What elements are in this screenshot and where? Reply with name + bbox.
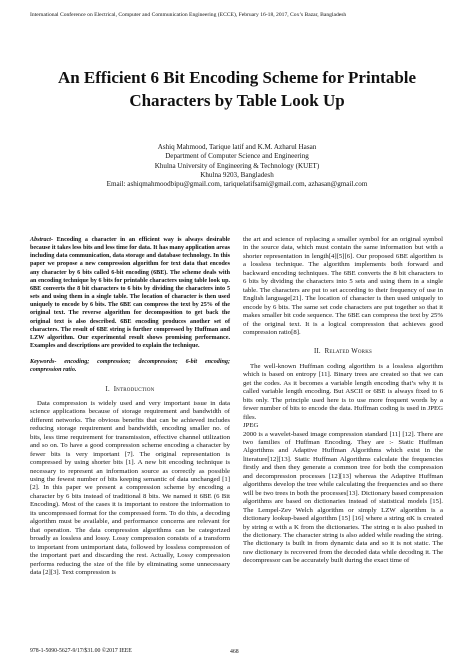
introduction-continued-paragraph: the art and science of replacing a smaller symbol for an original symbol in the source data, which must contain the same information but with a shorter representation in length[4][5][6]. Our proposed 6BE algorithm is a lossless technique. The algorithm implements both forward and backward encoding techniques. The 6BE converts the 8 bit characters to 6 bits by dividing the characters into 5 sets and using them in a single table. The characters are put to set according to their frequency of use in English language[21]. The location of character is then used uniquely to encode by 6 bits. The same set code characters are put together so that it makes smaller bit code sequence. The 6BE can compress the text by 25% of the original text. It is a logical compression that achieves good compression ratio[8].	[243, 236, 443, 336]
title-line-1: An Efficient 6 Bit Encoding Scheme for Printable	[57, 68, 417, 87]
title-line-2: Characters by Table Look Up	[129, 91, 345, 110]
section-title: Related Works	[324, 348, 372, 356]
abstract	[30, 236, 230, 350]
keywords: Keywords- encoding; compression; decompression; 6-bit encoding; compression ratio.	[30, 359, 230, 374]
introduction-paragraph: Data compression is widely used and very important issue in data science applications because of storage requirement and bandwidth of different networks. The obvious benefits that can be achieved includes reducing storage requirement and bandwidth, encoding smaller no. of bits, less time requirement for transmission, effective channel utilization and so on. To have a good compression scheme encoding a character by fewer bits is very important [7]. The original representation is compressed by using shorter bits [1]. A new bit encoding technique is necessary to represent an information source as correctly as possible using the fewest number of bits keeping semantic of data unchanged [1][2]. In this paper we present a compression scheme by encoding a character by 6 bits instead of traditional 8 bits. We named it 6BE (6 Bit Encoding). Most of the cases it is important to restore the information to its uncompressed format for the compressed form. To do this, a decoding algorithm must be available, and performance concerns are relevant for that operation. The data compression algorithms can be categorized broadly as lossless and lossy. Lossy compression consists of a transform to important from unimportant data, followed by lossless compression of the important part and discarding the rest. Actually, Lossy compression performs reducing the size of the file by eliminating some unnecessary data [2][3]. Text compression is	[30, 399, 230, 577]
section-heading-introduction	[30, 386, 230, 394]
paper-title	[30, 66, 444, 112]
affiliation-address: Khulna 9203, Bangladesh	[200, 170, 274, 179]
conference-header: International Conference on Electrical, Computer and Communication Engineering (ECCE), February 16-18, 2017, Cox’s Bazar, Bangladesh	[30, 12, 347, 18]
section-title: Introduction	[113, 385, 155, 393]
author-block	[30, 143, 444, 189]
section-numeral: I.	[105, 385, 110, 393]
related-works-paragraph: The well-known Huffman coding algorithm is a lossless algorithm which is based on entropy [11]. Binary trees are created so that we can get the codes. As it becomes a variable length encoding that’s why it is called variable length encoding. But ASCII or 6BE is always fixed to 6 bits only. The principle used here is to use more frequent words by a fewer number of bits to encode the data. Huffman coding is used in JPEG files.	[243, 362, 443, 421]
abstract-label: Abstract-	[30, 237, 54, 243]
section-heading-related-works	[243, 348, 443, 356]
author-names: Ashiq Mahmood, Tarique latif and K.M. Azharul Hasan	[157, 143, 317, 151]
affiliation-university: Khulna University of Engineering & Technology (KUET)	[154, 161, 320, 170]
footer-isbn: 978-1-5090-5627-9/17/$31.00 ©2017 IEEE	[30, 648, 132, 654]
left-column	[30, 236, 230, 577]
page-number: 468	[230, 649, 239, 655]
section-numeral: II.	[314, 348, 321, 356]
related-works-paragraph-2: 2000 is a wavelet-based image compression standard [11] [12]. There are two families of Huffman Encoding. They are :- Static Huffman Algorithms and Adaptive Huffman Algorithms which exist in the literature[12][13]. Static Huffman Algorithms calculate the frequencies firstly and then they generate a common tree for both the compression and decompression processes [12][13] whereas the Adaptive Huffman algorithms develop the tree while calculating the frequencies and so there will be two trees in both the processes[13]. Dictionary based compression algorithms are based on dictionaries instead of statistical models [15]. The Lempel-Zev Welch algorithm or simply LZW algorithm is a dictionary lookup-based algorithm [15] [16] where a string αK is created by string α with a K from the dictionaries. The string α is also pushed in the dictionary. The character string is also added while reading the string. The dictionary is built in from dynamic data and so it is not static. The raw dictionary is recovered from the decoded data while decoding it. The decompressor can be accurately built during the exact time of	[243, 430, 443, 565]
related-works-jpeg-line: JPEG	[243, 422, 259, 430]
affiliation-department: Department of Computer Science and Engineering	[165, 152, 309, 161]
abstract-text: Encoding a character in an efficient way is always desirable because it takes less bits and less time for data. It has many application areas including data communication, data storage and database technology. In this paper we propose a new compression algorithm for text data that encodes any character by 6 bits called 6-bit encoding (6BE). The scheme deals with an encoding technique by 6 bits for printable characters using table look up. 6BE converts the 8 bit characters to 6 bits by dividing the characters into 5 sets and using them in a single table. The location of character is then used uniquely to encode by 6 bits. The 6BE can compress the text by 25% of the original text. The reverse algorithm for decomposition to get back the original text is also described. 6BE encoding produces another set of characters. The result of 6BE string is further compressed by Huffman and LZW algorithm. Our experimental result shows promising performance. Examples and descriptions are provided to explain the technique.	[30, 237, 230, 350]
right-column	[243, 236, 443, 566]
author-emails: Email: ashiqmahmoodbipu@gmail.com, tariquelatifsami@gmail.com, azhasan@gmail.com	[106, 180, 368, 189]
